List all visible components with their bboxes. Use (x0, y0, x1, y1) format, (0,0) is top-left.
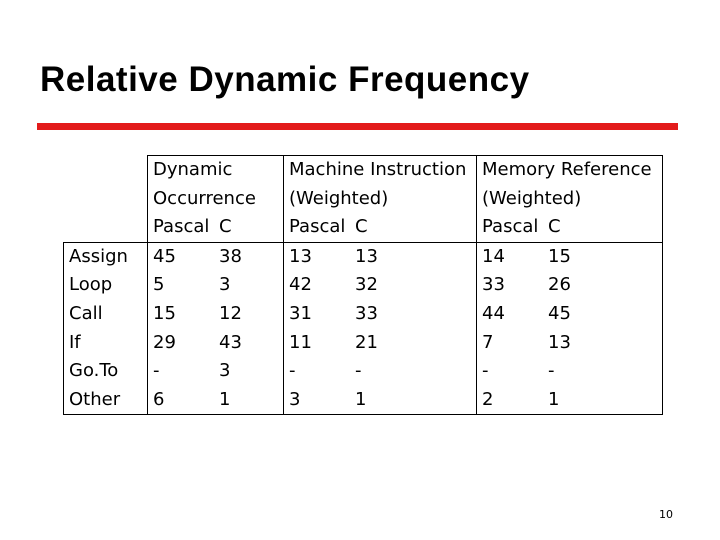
sub-c: C (219, 216, 232, 238)
header-line-1: Memory Reference (482, 159, 652, 180)
values-memory-reference (477, 242, 663, 415)
row-label-header (64, 156, 148, 243)
row-label-loop: Loop (69, 274, 113, 296)
table-row: 2 1 (482, 388, 560, 410)
header-dynamic-occurrence (148, 156, 284, 243)
row-label-assign: Assign (69, 245, 128, 267)
table-row: 44 45 (482, 302, 571, 324)
table-row: 6 1 (153, 388, 231, 410)
sub-pascal: Pascal (153, 216, 210, 238)
table-row: 11 21 (289, 331, 378, 353)
header-line-2: (Weighted) (289, 187, 389, 209)
header-machine-instruction (284, 156, 477, 243)
table-row: 7 13 (482, 331, 571, 353)
table-row: 33 26 (482, 274, 571, 296)
table-row: 45 38 (153, 245, 242, 267)
sub-c: C (548, 216, 561, 238)
row-label-call: Call (69, 302, 103, 324)
table-row: - - (289, 360, 362, 382)
values-machine-instruction (284, 242, 477, 415)
sub-pascal: Pascal (482, 216, 539, 238)
sub-pascal: Pascal (289, 216, 346, 238)
title-underline (37, 123, 678, 130)
frequency-table (63, 155, 663, 415)
row-labels (64, 242, 148, 415)
table-row: 31 33 (289, 302, 378, 324)
table-row: - - (482, 360, 555, 382)
table-row: 42 32 (289, 274, 378, 296)
row-label-goto: Go.To (69, 360, 119, 382)
slide-title: Relative Dynamic Frequency (40, 60, 530, 99)
table-row: 5 3 (153, 274, 231, 296)
row-label-if: If (69, 331, 81, 353)
values-dynamic-occurrence (148, 242, 284, 415)
table-header-row (64, 156, 663, 243)
table-row: - 3 (153, 360, 231, 382)
header-line-1: Machine Instruction (289, 159, 467, 180)
table-row: 13 13 (289, 245, 378, 267)
header-line-1: Dynamic (153, 159, 233, 180)
page-number: 10 (659, 508, 673, 521)
header-line-2: (Weighted) (482, 187, 582, 209)
header-memory-reference (477, 156, 663, 243)
table-row: 3 1 (289, 388, 367, 410)
table-row: 14 15 (482, 245, 571, 267)
table-row: 15 12 (153, 302, 242, 324)
header-line-2: Occurrence (153, 187, 256, 209)
sub-c: C (355, 216, 368, 238)
row-label-other: Other (69, 388, 121, 410)
table-body-row (64, 242, 663, 415)
table-row: 29 43 (153, 331, 242, 353)
